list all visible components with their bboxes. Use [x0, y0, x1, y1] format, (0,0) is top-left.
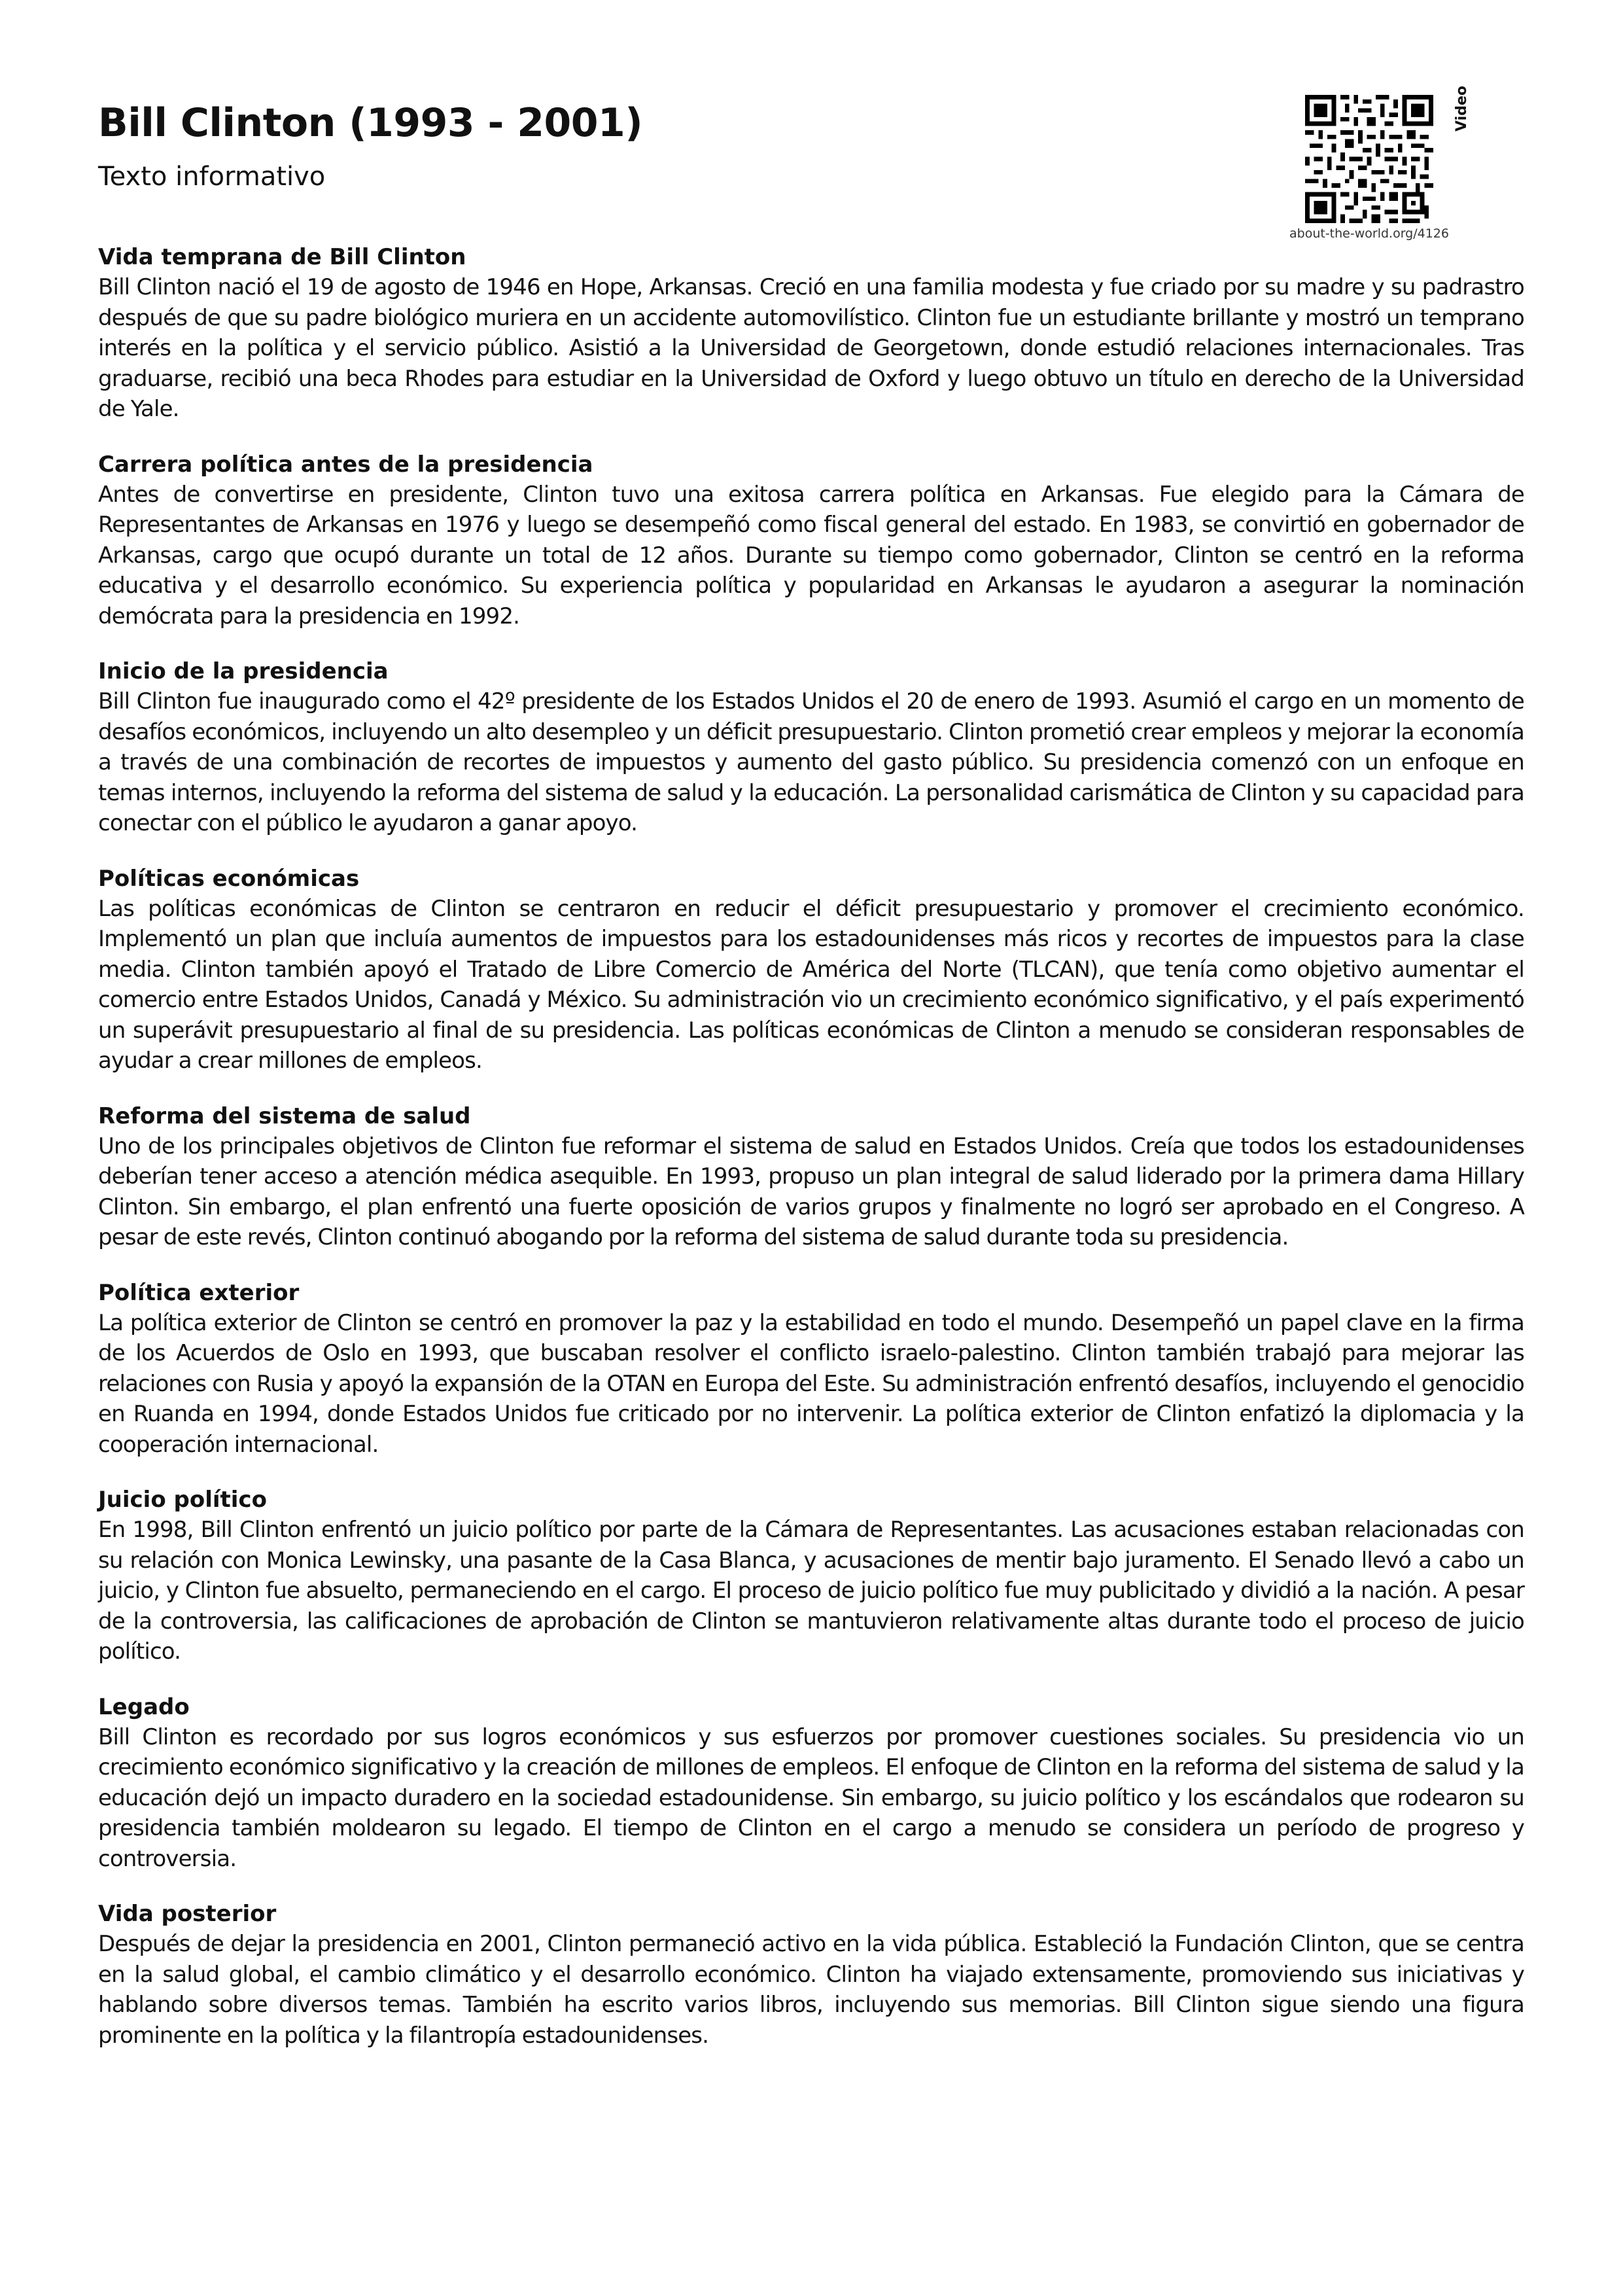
section-carrera-politica: [98, 450, 1524, 632]
section-vida-temprana: [98, 242, 1524, 425]
section-body: Bill Clinton es recordado por sus logros económicos y sus esfuerzos por promover cuestiones sociales. Su presidencia vio un crecimiento económico significativo y la creación de millones de empleos. El enfoque de Clinton en la reforma del sistema de salud y la educación dejó un impacto duradero en la sociedad estadounidense. Sin embargo, su juicio político y los escándalos que rodearon su presidencia también moldearon su legado. El tiempo de Clinton en el cargo a menudo se considera un período de progreso y controversia.: [98, 1723, 1524, 1872]
section-juicio-politico: [98, 1485, 1524, 1667]
section-politica-exterior: [98, 1278, 1524, 1460]
section-heading: Carrera política antes de la presidencia: [98, 451, 593, 478]
section-body: Antes de convertirse en presidente, Clinton tuvo una exitosa carrera política en Arkansas. Fue elegido para la Cámara de Representantes de Arkansas en 1976 y luego se desempeñó como fiscal general del estado. En 1983, se convirtió en gobernador de Arkansas, cargo que ocupó durante un total de 12 años. Durante su tiempo como gobernador, Clinton se centró en la reforma educativa y el desarrollo económico. Su experiencia política y popularidad en Arkansas le ayudaron a asegurar la nominación demócrata para la presidencia en 1992.: [98, 481, 1524, 629]
section-heading: Vida temprana de Bill Clinton: [98, 244, 466, 270]
section-heading: Juicio político: [98, 1487, 267, 1513]
page-subtitle: Texto informativo: [98, 162, 326, 192]
section-heading: Vida posterior: [98, 1901, 277, 1927]
section-legado: [98, 1692, 1524, 1875]
qr-url-link[interactable]: about-the-world.org/4126: [1289, 226, 1449, 241]
section-body: La política exterior de Clinton se centró en promover la paz y la estabilidad en todo el mundo. Desempeñó un papel clave en la firma de los Acuerdos de Oslo en 1993, que buscaban resolver el conflicto israelo-palestino. Clinton también trabajó para mejorar las relaciones con Rusia y apoyó la expansión de la OTAN en Europa del Este. Su administración enfrentó desafíos, incluyendo el genocidio en Ruanda en 1994, donde Estados Unidos fue criticado por no intervenir. La política exterior de Clinton enfatizó la diplomacia y la cooperación internacional.: [98, 1309, 1524, 1458]
section-body: Después de dejar la presidencia en 2001, Clinton permaneció activo en la vida pública. Estableció la Fundación Clinton, que se centra en la salud global, el cambio climático y el desarrollo económico. Clinton ha viajado extensamente, promoviendo sus iniciativas y hablando sobre diversos temas. También ha escrito varios libros, incluyendo sus memorias. Bill Clinton sigue siendo una figura prominente en la política y la filantropía estadounidenses.: [98, 1931, 1524, 2049]
qr-code-icon[interactable]: [1305, 95, 1433, 223]
section-body: Las políticas económicas de Clinton se centraron en reducir el déficit presupuestario y promover el crecimiento económico. Implementó un plan que incluía aumentos de impuestos para los estadounidenses más ricos y recortes de impuestos para la clase media. Clinton también apoyó el Tratado de Libre Comercio de América del Norte (TLCAN), que tenía como objetivo aumentar el comercio entre Estados Unidos, Canadá y México. Su administración vio un crecimiento económico significativo, y el país experimentó un superávit presupuestario al final de su presidencia. Las políticas económicas de Clinton a menudo se consideran responsables de ayudar a crear millones de empleos.: [98, 895, 1524, 1074]
section-vida-posterior: [98, 1899, 1524, 2051]
document-content: [98, 242, 1524, 2075]
section-heading: Reforma del sistema de salud: [98, 1103, 471, 1129]
section-heading: Legado: [98, 1693, 190, 1720]
section-heading: Inicio de la presidencia: [98, 658, 389, 684]
section-body: En 1998, Bill Clinton enfrentó un juicio político por parte de la Cámara de Representantes. Las acusaciones estaban relacionadas con su relación con Monica Lewinsky, una pasante de la Casa Blanca, y acusaciones de mentir bajo juramento. El Senado llevó a cabo un juicio, y Clinton fue absuelto, permaneciendo en el cargo. El proceso de juicio político fue muy publicitado y dividió a la nación. A pesar de la controversia, las calificaciones de aprobación de Clinton se mantuvieron relativamente altas durante todo el proceso de juicio político.: [98, 1517, 1524, 1665]
qr-code-block[interactable]: [1285, 95, 1456, 245]
section-body: Bill Clinton fue inaugurado como el 42º presidente de los Estados Unidos el 20 de enero de 1993. Asumió el cargo en un momento de desafíos económicos, incluyendo un alto desempleo y un déficit presupuestario. Clinton prometió crear empleos y mejorar la economía a través de una combinación de recortes de impuestos y aumento del gasto público. Su presidencia comenzó con un enfoque en temas internos, incluyendo la reforma del sistema de salud y la educación. La personalidad carismática de Clinton y su capacidad para conectar con el público le ayudaron a ganar apoyo.: [98, 688, 1524, 836]
video-label: Video: [1454, 86, 1470, 132]
section-body: Uno de los principales objetivos de Clinton fue reformar el sistema de salud en Estados Unidos. Creía que todos los estadounidenses deberían tener acceso a atención médica asequible. En 1993, propuso un plan integral de salud liderado por la primera dama Hillary Clinton. Sin embargo, el plan enfrentó una fuerte oposición de varios grupos y finalmente no logró ser aprobado en el Congreso. A pesar de este revés, Clinton continuó abogando por la reforma del sistema de salud durante toda su presidencia.: [98, 1133, 1524, 1250]
section-heading: Políticas económicas: [98, 865, 360, 892]
document-header: [98, 98, 1210, 195]
section-body: Bill Clinton nació el 19 de agosto de 1946 en Hope, Arkansas. Creció en una familia modesta y fue criado por su madre y su padrastro después de que su padre biológico muriera en un accidente automovilístico. Clinton fue un estudiante brillante y mostró un temprano interés en la política y el servicio público. Asistió a la Universidad de Georgetown, donde estudió relaciones internacionales. Tras graduarse, recibió una beca Rhodes para estudiar en la Universidad de Oxford y luego obtuvo un título en derecho de la Universidad de Yale.: [98, 274, 1524, 422]
page-title: Bill Clinton (1993 - 2001): [98, 100, 643, 146]
section-inicio-presidencia: [98, 656, 1524, 839]
section-heading: Política exterior: [98, 1279, 300, 1306]
section-politicas-economicas: [98, 864, 1524, 1076]
section-reforma-salud: [98, 1101, 1524, 1253]
